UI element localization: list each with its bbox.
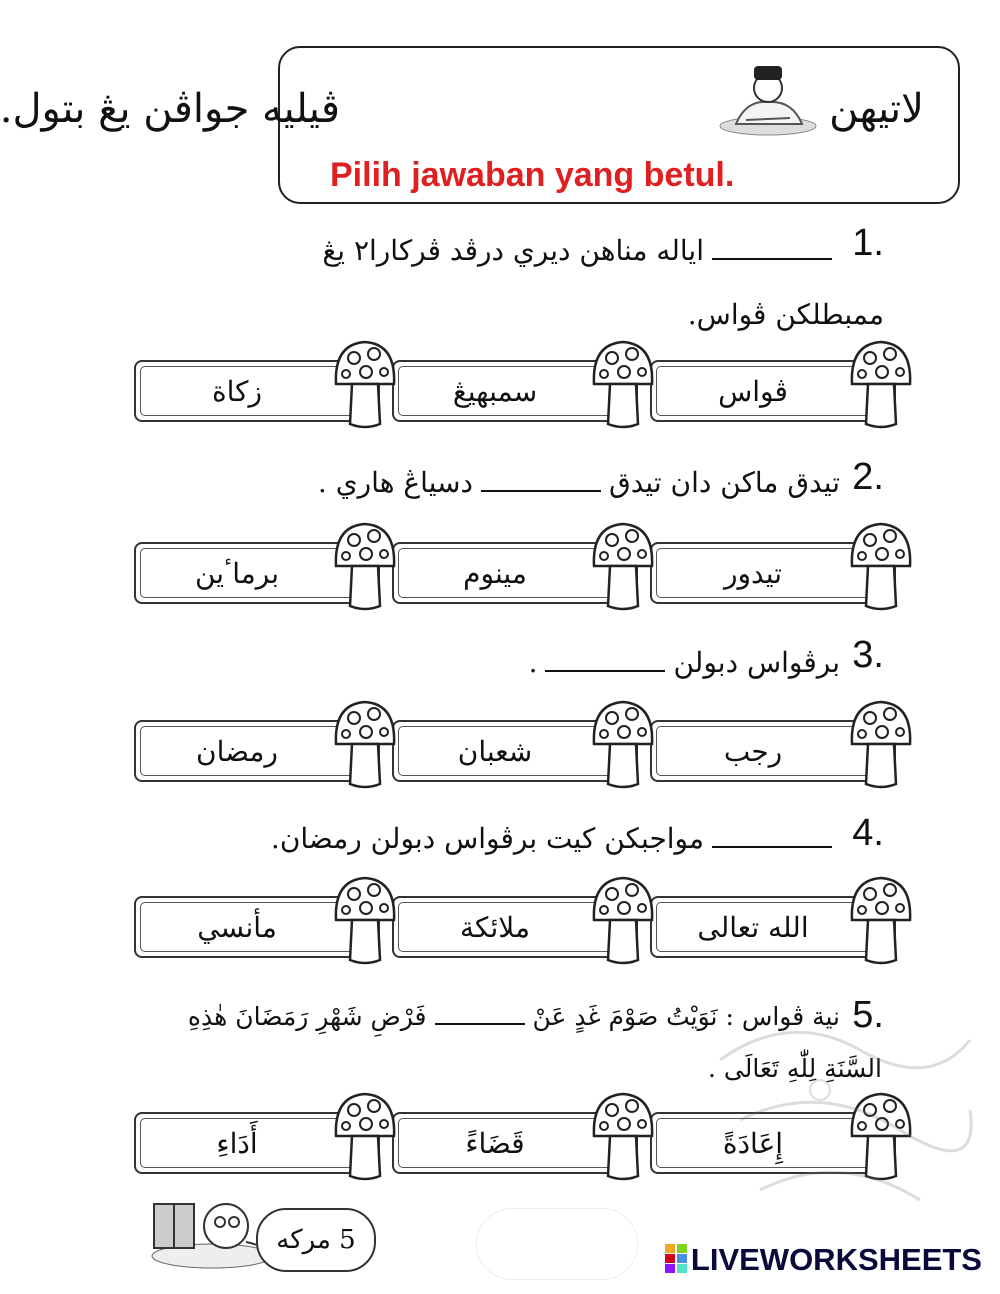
option-label: زكاة — [211, 374, 263, 408]
question-4-number: 4. — [852, 812, 884, 854]
mushroom-icon — [588, 518, 658, 614]
option-label: شعبان — [457, 734, 533, 768]
question-1-continuation: ممبطلكن ڤواس. — [687, 298, 884, 331]
question-1-text: ايالە مناهن ديري درڤد ڤركارا٢ يڠ — [322, 234, 840, 267]
liveworksheets-logo-icon — [665, 1244, 687, 1274]
calligraphy-decoration — [700, 1000, 980, 1250]
mushroom-icon — [588, 336, 658, 432]
question-5-continuation: السَّنَةِ لِلّٰهِ تَعَالَى . — [708, 1054, 882, 1083]
question-3-number: 3. — [852, 634, 884, 676]
mushroom-icon — [846, 696, 916, 792]
mushroom-icon — [330, 518, 400, 614]
question-2-number: 2. — [852, 456, 884, 498]
student-writing-icon — [716, 60, 820, 138]
question-5-text: نية ڤواس : نَوَيْتُ صَوْمَ غَدٍ عَنْفَرْضِ شَهْرِ رَمَضَانَ هٰذِهِ — [187, 1002, 840, 1031]
option-label: تيدور — [724, 556, 782, 590]
answer-blank — [712, 828, 832, 848]
option-label: رجب — [723, 734, 783, 768]
option-label: برماٴين — [194, 556, 280, 590]
option-label: ڤواس — [718, 374, 788, 408]
question-4-text: مواجبكن كيت برڤواس دبولن رمضان. — [271, 822, 840, 855]
answer-blank — [435, 1005, 525, 1025]
exercise-title: لاتيهن — [829, 86, 924, 132]
mushroom-icon — [330, 336, 400, 432]
answer-blank — [712, 240, 832, 260]
question-5-number: 5. — [852, 994, 884, 1036]
liveworksheets-watermark: LIVEWORKSHEETS — [665, 1242, 982, 1278]
mushroom-icon — [330, 696, 400, 792]
question-2-text: تيدق ماكن دان تيدقدسياڠ هاري . — [317, 466, 840, 499]
instruction-jawi: ڤيليه جواڤن يڠ بتول. — [0, 86, 340, 132]
answer-blank — [545, 652, 665, 672]
mushroom-icon — [846, 518, 916, 614]
mushroom-icon — [588, 696, 658, 792]
question-1-number: 1. — [852, 222, 884, 264]
question-3-text: برڤواس دبولن. — [528, 646, 840, 679]
mushroom-icon — [588, 872, 658, 968]
option-label: رمضان — [196, 734, 278, 768]
mushroom-icon — [588, 1088, 658, 1184]
option-label: مينوم — [463, 556, 527, 590]
option-label: الله تعالى — [697, 910, 809, 944]
option-label: مأنسي — [197, 910, 277, 944]
option-label: سمبهيڠ — [452, 374, 538, 408]
score-input-area[interactable] — [476, 1208, 638, 1280]
option-label: قَضَاءً — [465, 1126, 525, 1160]
answer-blank — [481, 472, 601, 492]
option-label: ملائكة — [460, 910, 530, 944]
option-label: إِعَادَةً — [722, 1126, 784, 1160]
option-label: أَدَاءِ — [216, 1126, 258, 1160]
instruction-malay: Pilih jawaban yang betul. — [330, 156, 735, 194]
mushroom-icon — [330, 872, 400, 968]
score-badge: 5 مركه — [256, 1208, 376, 1272]
mushroom-icon — [846, 336, 916, 432]
mushroom-icon — [330, 1088, 400, 1184]
mushroom-icon — [846, 872, 916, 968]
